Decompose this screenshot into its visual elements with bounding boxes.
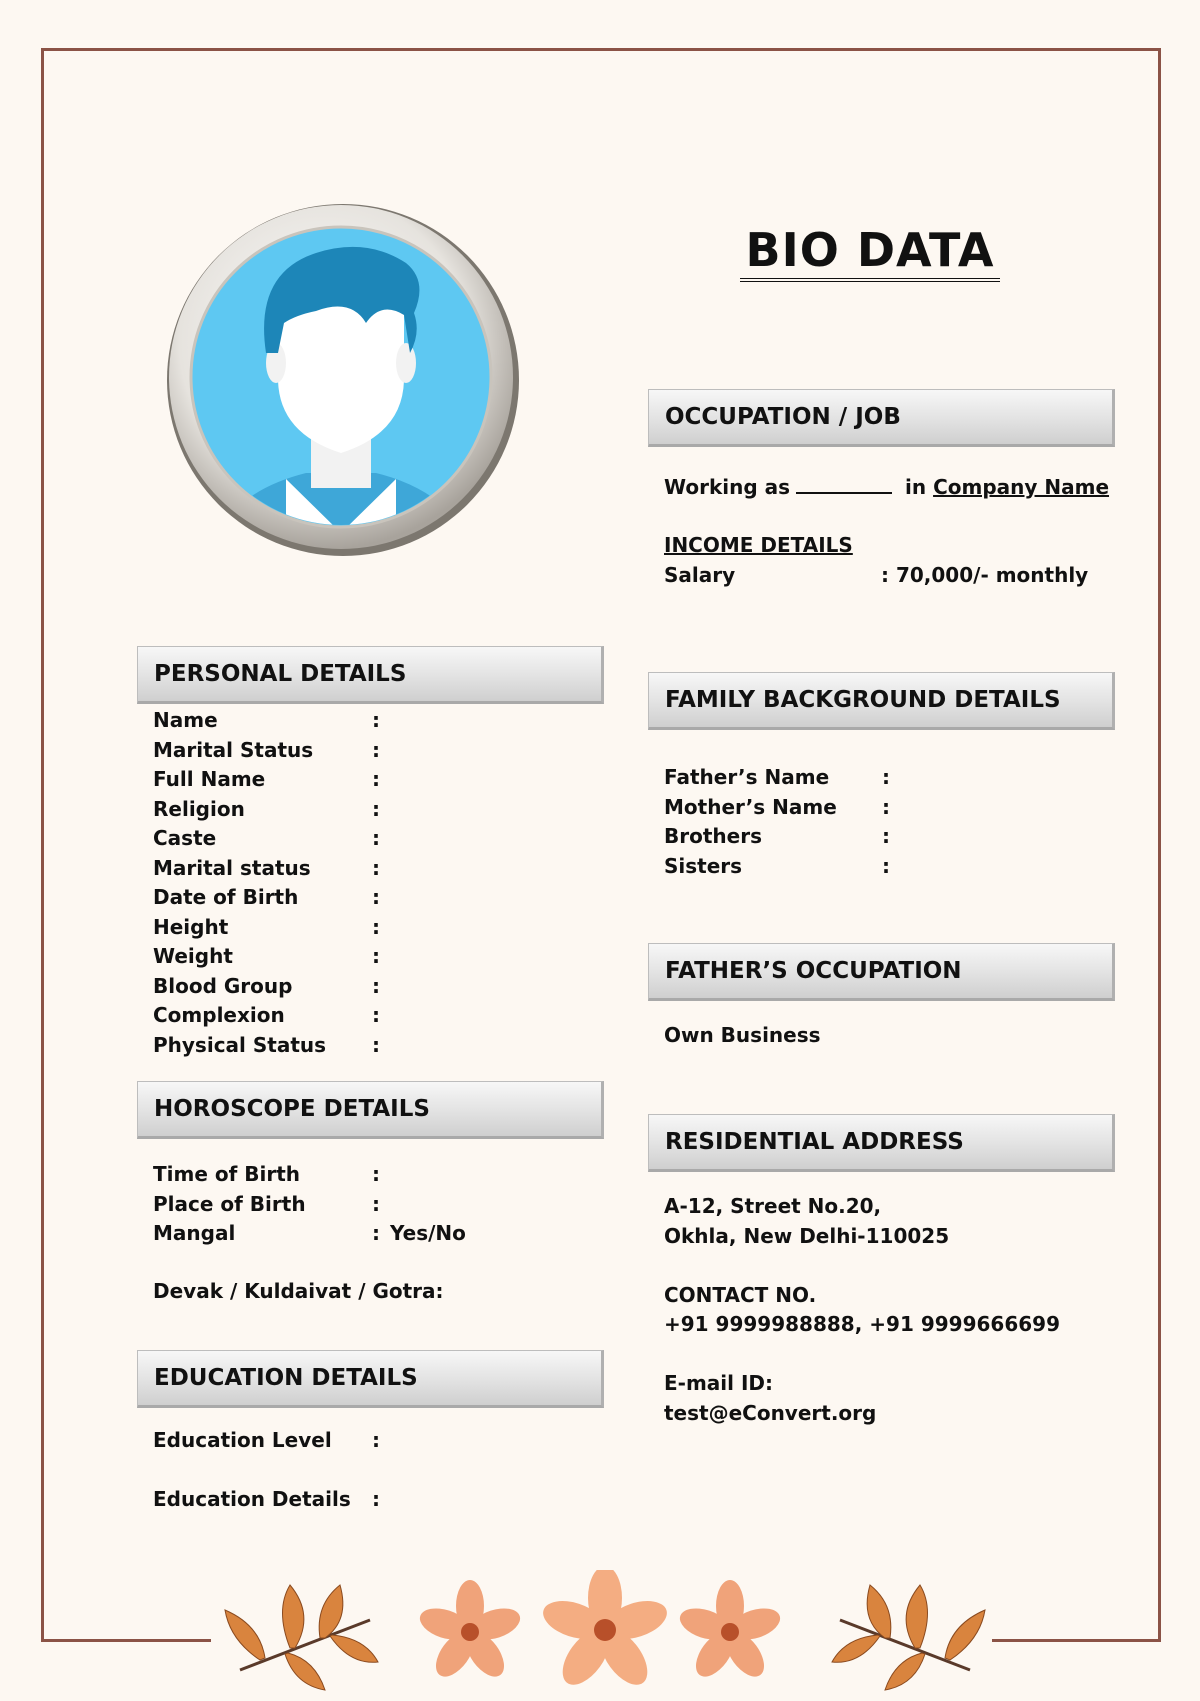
field-row (153, 706, 380, 735)
field-row (153, 1190, 380, 1219)
field-colon: : (372, 885, 380, 909)
field-colon: : (882, 824, 890, 848)
address-line1: A-12, Street No.20, (664, 1194, 882, 1218)
field-colon: : (372, 796, 380, 821)
field-row (153, 736, 380, 765)
gotra-label: Devak / Kuldaivat / Gotra: (153, 1279, 444, 1303)
field-colon: : (882, 853, 890, 878)
field-colon: : (372, 1162, 380, 1186)
field-value (882, 793, 900, 822)
address-line2: Okhla, New Delhi-110025 (664, 1224, 950, 1248)
field-row (664, 852, 890, 881)
field-value (372, 1219, 466, 1248)
father-occupation-value: Own Business (664, 1023, 821, 1047)
field-row (153, 913, 380, 942)
field-value (372, 1031, 390, 1060)
avatar (166, 203, 520, 557)
field-colon: : (882, 794, 890, 819)
field-colon: : (882, 765, 890, 789)
working-as-blank (796, 474, 892, 494)
income-heading: INCOME DETAILS (664, 533, 853, 557)
field-row (153, 1485, 380, 1514)
salary-label: Salary (664, 563, 736, 587)
email-value: test@eConvert.org (664, 1401, 877, 1425)
field-value (372, 854, 390, 883)
field-label: Blood Group (153, 973, 293, 998)
field-row (153, 1031, 380, 1060)
field-value (372, 942, 390, 971)
field-row (153, 883, 380, 912)
field-label: Marital Status (153, 737, 314, 762)
field-label: Caste (153, 826, 217, 850)
field-value (882, 763, 900, 792)
field-colon: : (372, 1487, 380, 1511)
field-label: Father’s Name (664, 765, 830, 789)
field-label: Full Name (153, 767, 266, 791)
frame-bottom-left (41, 1639, 211, 1642)
field-colon: : (372, 1428, 380, 1452)
male-avatar-icon (166, 203, 520, 557)
field-colon: : (372, 944, 380, 968)
working-as-line (664, 473, 1109, 502)
field-label: Name (153, 708, 218, 732)
field-label: Time of Birth (153, 1162, 301, 1186)
father-occupation-header: FATHER’S OCCUPATION (648, 943, 1115, 1001)
field-value (882, 822, 900, 851)
field-label: Education Details (153, 1487, 351, 1511)
page-title: BIO DATA (740, 222, 1000, 282)
company-name: Company Name (933, 475, 1110, 499)
frame-bottom-right (992, 1639, 1161, 1642)
field-colon: : (372, 1003, 380, 1027)
field-value (372, 972, 390, 1001)
field-row (153, 972, 380, 1001)
field-value (372, 883, 390, 912)
field-colon: : (372, 855, 380, 880)
field-label: Education Level (153, 1428, 332, 1452)
frame-right (1158, 48, 1161, 1642)
field-value (372, 1160, 390, 1189)
working-as-label: Working as (664, 475, 791, 499)
field-label: Marital status (153, 855, 311, 880)
field-row (153, 1219, 466, 1248)
field-row (664, 793, 890, 822)
occupation-header: OCCUPATION / JOB (648, 389, 1115, 447)
field-value (372, 1485, 390, 1514)
personal-header: PERSONAL DETAILS (137, 646, 604, 704)
field-row (153, 765, 380, 794)
field-label: Height (153, 914, 229, 939)
field-colon: : (372, 767, 380, 791)
in-word: in (905, 475, 927, 499)
field-value (372, 1190, 390, 1219)
field-label: Complexion (153, 1003, 285, 1027)
field-value (372, 795, 390, 824)
field-label: Place of Birth (153, 1191, 306, 1216)
field-row (153, 854, 380, 883)
leaf-sprig-right-icon (832, 1585, 985, 1690)
floral-border-icon (220, 1570, 990, 1697)
email-label: E-mail ID: (664, 1371, 774, 1395)
field-row (153, 1426, 380, 1455)
field-label: Mother’s Name (664, 794, 837, 819)
flower-large-center-icon (538, 1570, 671, 1693)
field-value (372, 913, 390, 942)
field-label: Mangal (153, 1221, 236, 1245)
field-row (153, 795, 380, 824)
field-colon: : (372, 973, 380, 998)
field-colon: : (372, 1221, 380, 1245)
field-label: Religion (153, 796, 245, 821)
field-label: Sisters (664, 853, 743, 878)
horoscope-header: HOROSCOPE DETAILS (137, 1081, 604, 1139)
field-row (153, 942, 380, 971)
field-value (372, 736, 390, 765)
field-value (372, 1001, 390, 1030)
field-value-text: Yes/No (390, 1221, 466, 1245)
field-row (664, 763, 890, 792)
field-colon: : (372, 914, 380, 939)
contact-value: +91 9999988888, +91 9999666699 (664, 1312, 1060, 1336)
family-header: FAMILY BACKGROUND DETAILS (648, 672, 1115, 730)
field-value (372, 706, 390, 735)
address-header: RESIDENTIAL ADDRESS (648, 1114, 1115, 1172)
field-label: Brothers (664, 824, 762, 848)
flower-small-left-icon (416, 1580, 524, 1683)
field-label: Date of Birth (153, 885, 299, 909)
field-value (372, 765, 390, 794)
education-header: EDUCATION DETAILS (137, 1350, 604, 1408)
field-row (664, 822, 890, 851)
flower-small-right-icon (676, 1580, 784, 1683)
field-value (882, 852, 900, 881)
field-row (153, 824, 380, 853)
field-value (372, 1426, 390, 1455)
leaf-sprig-left-icon (225, 1585, 378, 1690)
contact-label: CONTACT NO. (664, 1283, 817, 1307)
field-label: Physical Status (153, 1032, 327, 1057)
field-label: Weight (153, 944, 233, 968)
field-colon: : (372, 708, 380, 732)
field-colon: : (372, 1032, 380, 1057)
field-colon: : (372, 1191, 380, 1216)
salary-value: : 70,000/- monthly (881, 563, 1089, 587)
field-row (153, 1001, 380, 1030)
field-value (372, 824, 390, 853)
frame-left (41, 48, 44, 1642)
field-colon: : (372, 826, 380, 850)
field-row (153, 1160, 380, 1189)
field-colon: : (372, 737, 380, 762)
frame-top (41, 48, 1161, 51)
